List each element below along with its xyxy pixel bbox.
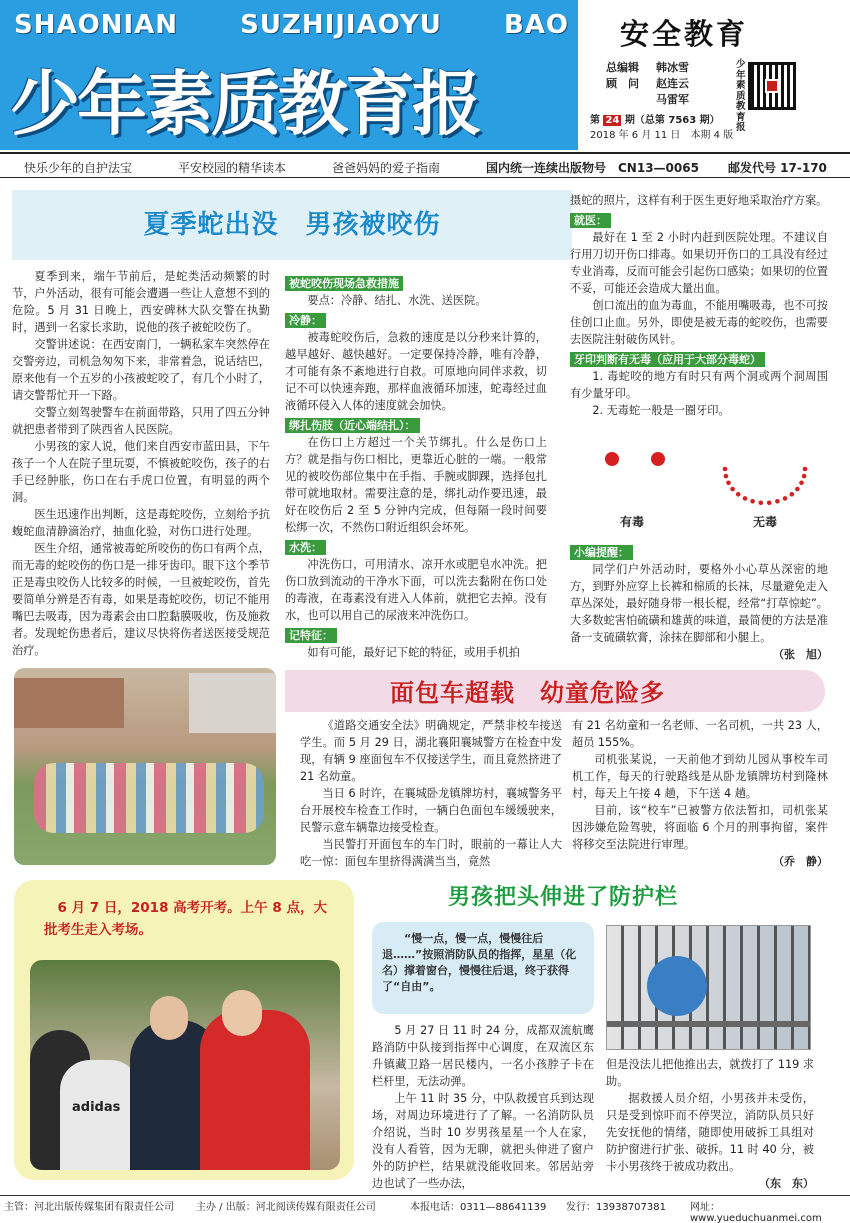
paragraph: 医生迅速作出判断，这是毒蛇咬伤，立刻给予抗蝮蛇血清静滴治疗，抽血化验，对伤口进行处理。 xyxy=(12,508,270,538)
pinyin-word: SUZHIJIAOYU xyxy=(240,10,442,40)
bite-mark-dot xyxy=(795,487,800,492)
paragraph: 夏季到来，端午节前后，是蛇类活动频繁的时节，户外活动，很有可能会遭遇一些让人意想不到的危险。5 月 31 日晚上，西安碑林大队交警在执勤时，遇到一名家长求助，说他的孩子被蛇咬伤了。 xyxy=(12,270,270,334)
subhead: 绑扎伤肢（近心端结扎）： xyxy=(285,418,420,433)
fig-label-venomous: 有毒 xyxy=(619,515,645,529)
issue-line xyxy=(590,114,720,128)
paragraph: 据救援人员介绍，小男孩并未受伤，只是受到惊吓而不停哭泣，消防队员只好先安抚他的情绪，随即使用破拆工具组对防护窗进行扩张、破拆。11 时 40 分，被卡小男孩终于被成功救出。 xyxy=(606,1092,814,1173)
paragraph: 如有可能，最好记下蛇的特征，或用手机拍 xyxy=(307,646,520,659)
bite-mark-dot xyxy=(726,481,731,486)
masthead-pinyin xyxy=(14,10,569,40)
paragraph: 当民警打开面包车的车门时，眼前的一幕让人大吃一惊：面包车里挤得满满当当，竟然 xyxy=(300,838,562,868)
bite-mark-dot xyxy=(802,474,807,479)
venomous-bite-dot xyxy=(605,452,619,466)
article-column xyxy=(606,1056,814,1192)
bite-mark-dot xyxy=(775,499,780,504)
article-title: 面包车超载 幼童危险多 xyxy=(390,679,665,707)
window-guard-rescue-photo xyxy=(606,925,811,1050)
paragraph: 交警讲述说：在西安南门，一辆私家车突然停在交警旁边，司机急匆匆下来，非常着急，说话结巴，原来他有一个五岁的小孩被蛇咬了，有几个小时了，请交警帮忙开一下路。 xyxy=(12,338,270,402)
article-column xyxy=(285,272,547,661)
issue-date: 2018 年 6 月 11 日 xyxy=(590,130,681,141)
page-count: 本期 4 版 xyxy=(690,130,734,141)
bite-mark-dot xyxy=(803,467,808,472)
paragraph: 冲洗伤口，可用清水、凉开水或肥皂水冲洗。把伤口放到流动的干净水下面，可以洗去黏附在伤口处的毒液，在毒素没有进入人体前，就把它去掉。没有水，也可以用自己的尿液来冲洗伤口。 xyxy=(285,558,547,622)
pinyin-word: BAO xyxy=(503,10,569,40)
bite-mark-dot xyxy=(759,501,764,506)
bite-mark-diagram xyxy=(570,421,828,541)
article-column xyxy=(372,1022,594,1192)
qr-code xyxy=(748,62,796,110)
qr-caption: 少年素质教育报 xyxy=(736,59,746,133)
pinyin-word: SHAONIAN xyxy=(14,10,179,40)
article-title: 夏季蛇出没 男孩被咬伤 xyxy=(12,190,572,260)
postal-code: 邮发代号 17-170 xyxy=(728,161,827,175)
subhead: 就医： xyxy=(570,213,611,228)
bite-mark-dot xyxy=(743,496,748,501)
bite-mark-dot xyxy=(736,492,741,497)
article-title: 男孩把头伸进了防护栏 xyxy=(448,885,679,910)
paragraph: 最好在 1 至 2 小时内赶到医院处理。不建议自行用刀切开伤口排毒。如果切开伤口的工具没有经过专业消毒，反而可能会引起伤口感染；如果切的位置不妥，可能还会造成大量出血。 xyxy=(570,231,828,295)
paragraph: 小男孩的家人说，他们来自西安市蓝田县，下午孩子一个人在院子里玩耍，不慎被蛇咬伤，孩子的右手已经肿胀，伤口在右手虎口位置，有明显的两个洞。 xyxy=(12,440,270,504)
article-column xyxy=(12,268,270,659)
bite-mark-dot xyxy=(799,481,804,486)
paragraph: 司机张某说，一天前他才到幼儿园从事校车司机工作，每天的行驶路线是从卧龙镇牌坊村到隆林村，每天上午接 4 趟，下午送 4 趟。 xyxy=(572,753,828,800)
bite-mark-dot xyxy=(783,496,788,501)
paragraph: 《道路交通安全法》明确规定，严禁非校车接送学生。而 5 月 29 日，湖北襄阳襄城警方在检查中发现，有辆 9 座面包车不仅接送学生，而且竟然挤进了 21 名幼童。 xyxy=(300,719,562,783)
section-title: 安全教育 xyxy=(620,17,749,51)
paragraph: 同学们户外活动时，要格外小心草丛深密的地方，到野外应穿上长裤和棉质的长袜，尽量避免走入草丛深处，最好随身带一根长棍，经常“打草惊蛇”。大多数蛇害怕硫磺和雄黄的味道，最简便的方法是准备一支硫磺软膏，涂抹在脚部和小腿上。 xyxy=(570,563,828,644)
issue-number: 24 xyxy=(605,115,620,126)
bite-mark-dot xyxy=(767,501,772,506)
article-column xyxy=(570,192,828,663)
newspaper-title: 少年素质教育报 xyxy=(10,63,479,145)
footer-phone: 本报电话：0311—88641139 xyxy=(410,1202,547,1213)
footer xyxy=(0,1195,850,1223)
issue-suffix: 期（总第 7563 期） xyxy=(624,115,720,126)
footer-distribution: 发行：13938707381 xyxy=(566,1202,666,1213)
editor-label: 总编辑 xyxy=(606,61,639,74)
paragraph: 但是没法儿把他推出去，就拨打了 119 求助。 xyxy=(606,1058,814,1088)
paragraph: 5 月 27 日 11 时 24 分，成都双流航鹰路消防中队接到指挥中心调度，在双流区东升镇藏卫路一居民楼内，一名小孩脖子卡在栏杆里，无法动弹。 xyxy=(372,1024,594,1088)
paragraph: 创口流出的血为毒血，不能用嘴吸毒，也不可按住创口止血。另外，即使是被无毒的蛇咬伤，也需要去医院注射破伤风针。 xyxy=(570,299,828,346)
subhead: 水洗： xyxy=(285,540,326,555)
paragraph: 当日 6 时许，在襄城卧龙镇牌坊村，襄城警务平台开展校车检查工作时，一辆白色面包车缓缓驶来，民警示意车辆靠边接受检查。 xyxy=(300,787,562,834)
editor-name: 韩冰雪 xyxy=(656,61,689,74)
paragraph: 2. 无毒蛇一般是一圈牙印。 xyxy=(592,404,730,417)
subhead: 小编提醒： xyxy=(570,545,633,560)
shirt-logo: adidas xyxy=(72,1100,121,1115)
paragraph: 目前，该“校车”已被警方依法暂扣，司机张某因涉嫌危险驾驶，将面临 6 个月的刑事拘留，案件将移交至法院进行审理。 xyxy=(572,804,828,851)
footer-sponsor: 主管：河北出版传媒集团有限责任公司 xyxy=(4,1202,174,1213)
advisor-label: 顾 问 xyxy=(606,77,639,90)
quote-text: “慢一点，慢一点，慢慢往后退……”按照消防队员的指挥，星星（化名）撑着窗台，慢慢往后退，终于获得了“自由”。 xyxy=(382,932,577,993)
subhead: 记特征： xyxy=(285,628,337,643)
issue-prefix: 第 xyxy=(590,115,600,126)
bite-mark-dot xyxy=(730,487,735,492)
minivan-children-photo xyxy=(14,668,276,865)
gaokao-students-photo xyxy=(30,960,340,1170)
subhead: 冷静： xyxy=(285,313,326,328)
bite-mark-dot xyxy=(790,492,795,497)
fig-label-nonvenomous: 无毒 xyxy=(752,515,778,529)
advisor-name: 马雷军 xyxy=(656,93,689,106)
paragraph: 交警立刻驾驶警车在前面带路，只用了四五分钟就把患者带到了陕西省人民医院。 xyxy=(12,406,270,436)
issue-date-line xyxy=(590,129,733,143)
author: （乔 静） xyxy=(773,855,828,868)
slogan: 平安校园的精华读本 xyxy=(178,161,287,175)
article-column xyxy=(300,717,562,870)
footer-publisher: 主办 / 出版：河北阅读传媒有限责任公司 xyxy=(196,1202,376,1213)
venomous-bite-dot xyxy=(651,452,665,466)
bite-mark-dot xyxy=(723,467,728,472)
subhead: 牙印判断有无毒（应用于大部分毒蛇） xyxy=(570,352,765,367)
publication-number: 国内统一连续出版物号 CN13—0065 xyxy=(486,161,699,175)
bite-mark-dot xyxy=(750,499,755,504)
quote-box xyxy=(372,922,594,1014)
subhead: 被蛇咬伤现场急救措施 xyxy=(285,276,403,291)
paragraph: 摄蛇的照片，这样有利于医生更好地采取治疗方案。 xyxy=(570,194,828,207)
footer-website: 网址：www.yueduchuanmei.com xyxy=(690,1202,822,1223)
nonvenomous-bite-marks xyxy=(723,467,808,505)
article-column xyxy=(572,717,828,870)
author: （东 东） xyxy=(759,1177,814,1190)
slogan: 爸爸妈妈的爱子指南 xyxy=(332,161,441,175)
paragraph: 医生介绍，通常被毒蛇所咬伤的伤口有两个点，而无毒的蛇咬伤的伤口是一排牙齿印。眼下这个季节正是毒虫咬伤人比较多的时候，一旦被蛇咬伤，首先要简单分辨是否有毒，如果是毒蛇咬伤，切记不能用嘴巴去吸毒，因为毒素会由口腔黏膜吸收，伤及施救者。发现蛇伤患者后，建议尽快将伤者送医接受规范治疗。 xyxy=(12,542,270,657)
paragraph: 1. 毒蛇咬的地方有时只有两个洞或两个洞周围有少量牙印。 xyxy=(570,370,828,400)
paragraph: 要点：冷静、结扎、水洗、送医院。 xyxy=(307,294,487,307)
bite-mark-dot xyxy=(724,474,729,479)
paragraph: 被毒蛇咬伤后，急救的速度是以分秒来计算的，越早越好、越快越好。一定要保持冷静，唯有冷静，才可能有条不紊地进行自救。可原地向同伴求救，切记不可以快速奔跑，那样血液循环加速，蛇毒经过血液循环侵入人体的速度就会加快。 xyxy=(285,331,547,412)
gaokao-caption: 6 月 7 日，2018 高考开考。上午 8 点，大批考生走入考场。 xyxy=(44,900,327,938)
paragraph: 在伤口上方超过一个关节绑扎。什么是伤口上方？就是指与伤口相比，更靠近心脏的一端。一般常见的被咬伤部位集中在手指、手腕或脚踝，选择包扎带可就地取材。需要注意的是，绑扎动作要迅速，最好在咬伤后 2 至 5 分钟内完成，但每隔一段时间要松绑一次，不然伤口附近组织会坏死。 xyxy=(285,436,547,534)
slogan: 快乐少年的自护法宝 xyxy=(24,161,133,175)
slogan-row xyxy=(0,152,850,178)
advisor-name: 赵连云 xyxy=(656,77,689,90)
paragraph: 有 21 名幼童和一名老师、一名司机，一共 23 人，超员 155%。 xyxy=(572,719,828,749)
paragraph: 上午 11 时 35 分，中队救援官兵到达现场，对周边环境进行了了解。一名消防队员介绍说，当时 10 岁男孩星星一个人在家，没有人看管，因为无聊，就把头伸进了窗户外的防护栏，结果就没能收回来。邻居站旁边也试了一些办法， xyxy=(372,1092,594,1190)
author: （张 旭） xyxy=(773,648,828,661)
